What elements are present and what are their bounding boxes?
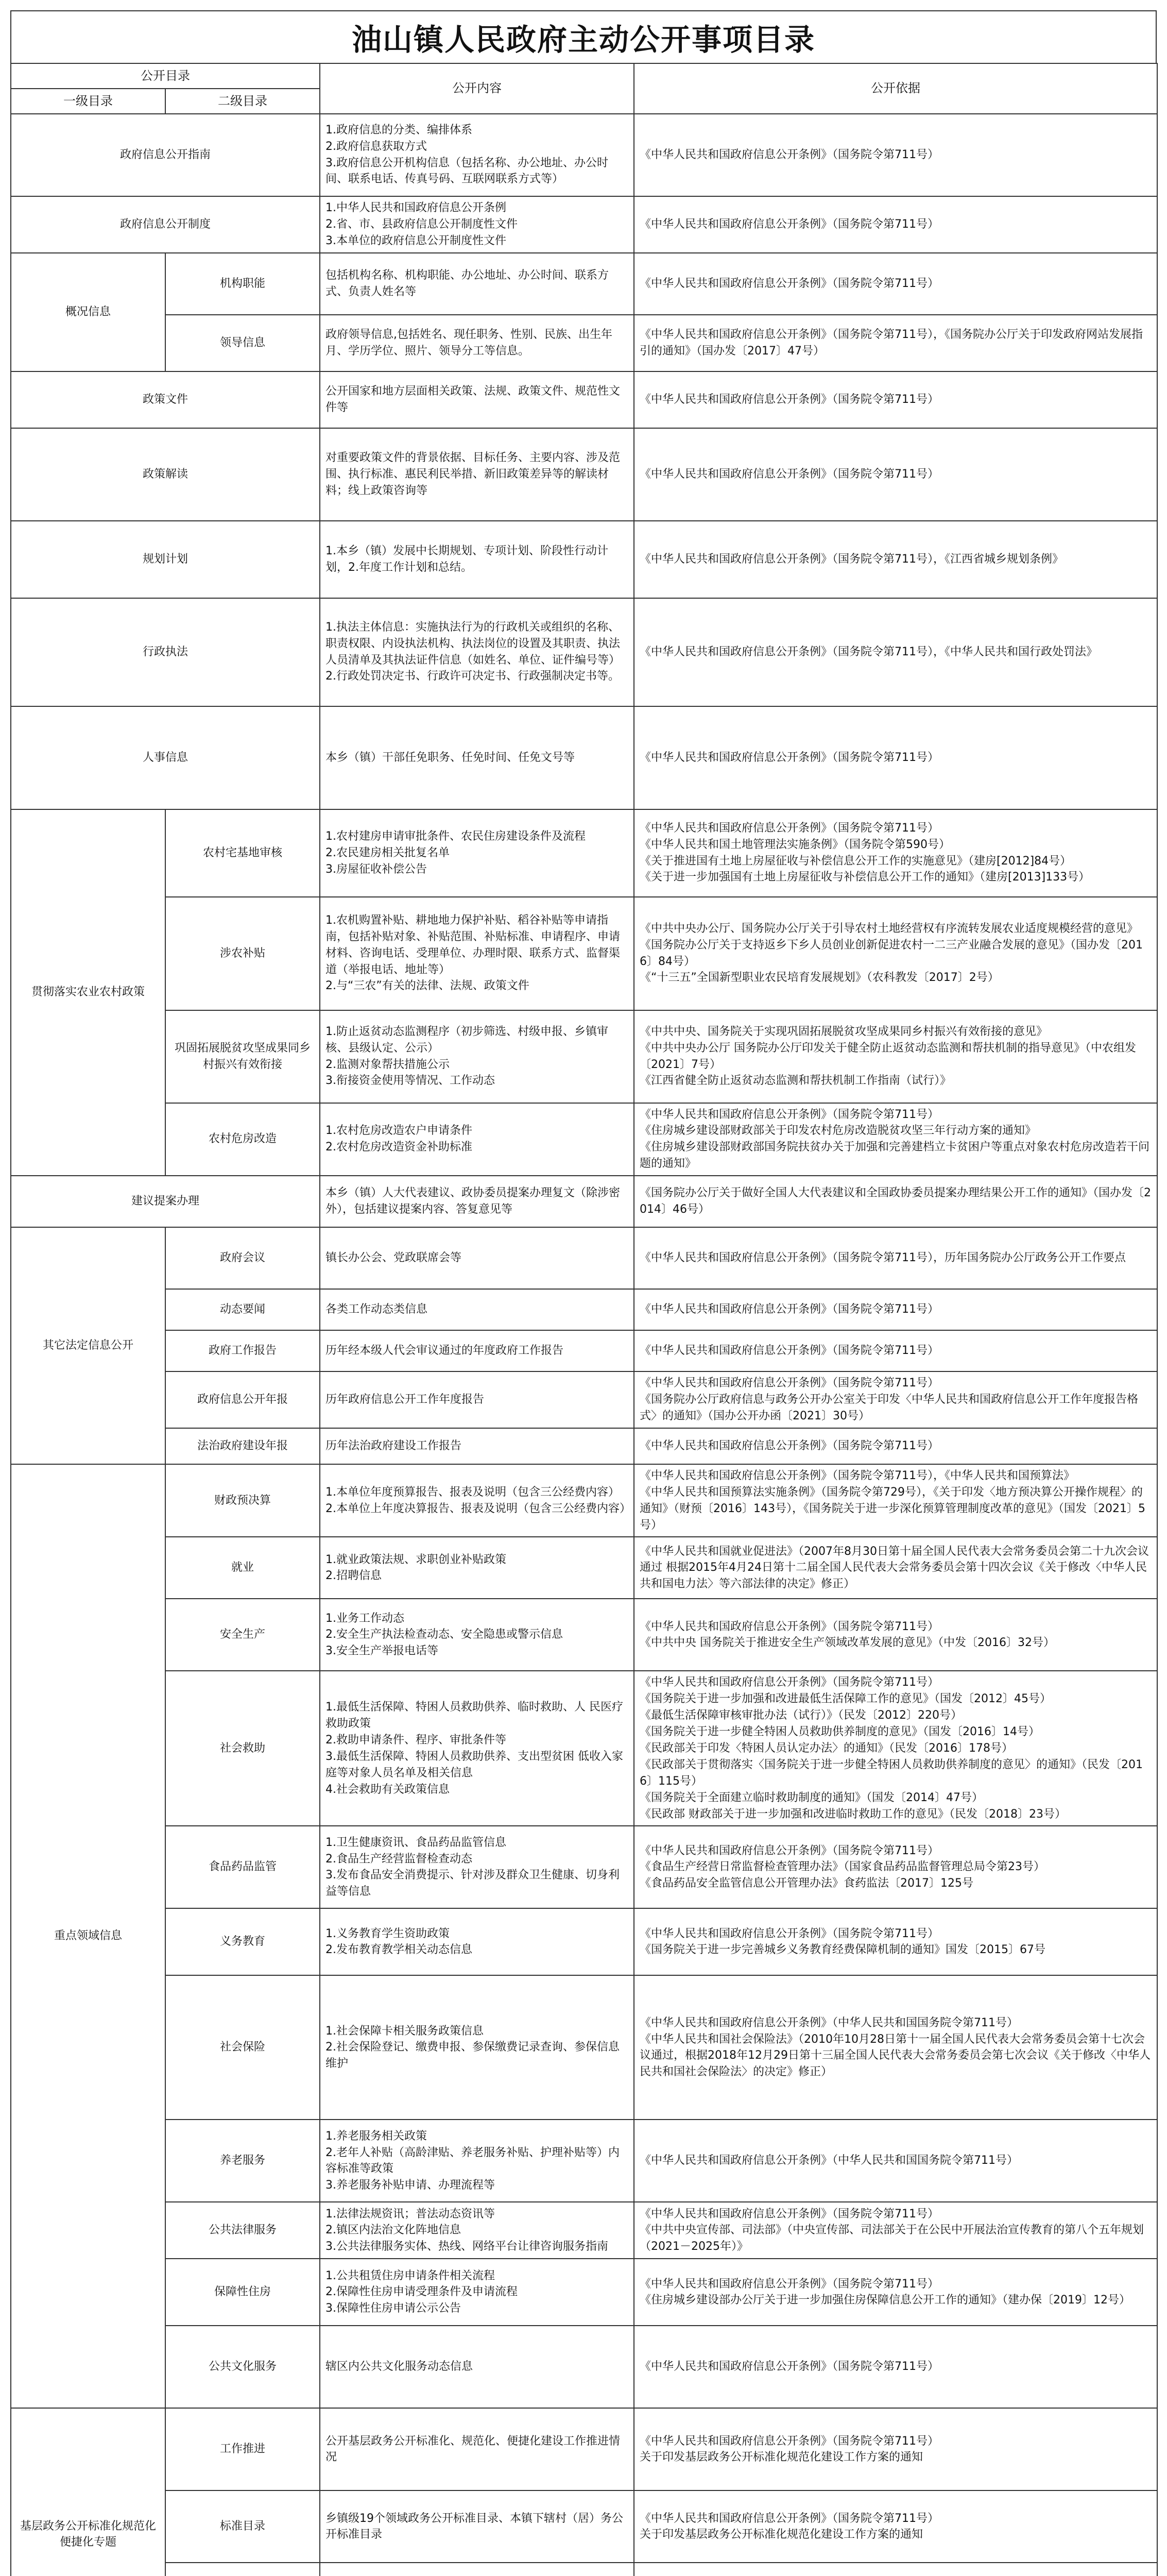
content-line: 1.社会保障卡相关服务政策信息 bbox=[325, 2024, 484, 2038]
basis-line: 《中华人民共和国政府信息公开条例》（国务院令第711号），历年国务院办公厅政务公开工作要点 bbox=[640, 1251, 1126, 1265]
level2-cell: 食品药品监管 bbox=[165, 1826, 320, 1908]
content-cell bbox=[320, 2326, 634, 2408]
basis-line: 《国务院办公厅关于支持返乡下乡人员创业创新促进农村一二三产业融合发展的意见》（国办发〔2016〕84号） bbox=[640, 938, 1143, 968]
content-line: 3.衔接资金使用等情况、工作动态 bbox=[325, 1074, 495, 1088]
content-line: 2.食品生产经营监督检查动态 bbox=[325, 1852, 472, 1866]
content-cell bbox=[320, 428, 634, 521]
content-line: 1.义务教育学生资助政策 bbox=[325, 1927, 450, 1940]
content-cell bbox=[320, 2408, 634, 2490]
content-cell bbox=[320, 1227, 634, 1289]
basis-cell bbox=[634, 2408, 1157, 2490]
basis-line: 《中共中央办公厅 国务院办公厅印发关于健全防止返贫动态监测和帮扶机制的指导意见》（中农组发〔2021〕7号） bbox=[640, 1041, 1136, 1071]
content-line: 3.政府信息公开机构信息（包括名称、办公地址、办公时间、联系电话、传真号码、互联网联系方式等） bbox=[325, 156, 608, 186]
content-line: 3.安全生产举报电话等 bbox=[325, 1645, 438, 1658]
basis-cell bbox=[634, 521, 1157, 598]
content-line: 2.农民建房相关批复名单 bbox=[325, 846, 450, 859]
content-cell bbox=[320, 1371, 634, 1428]
content-cell bbox=[320, 1176, 634, 1227]
catalog-row bbox=[11, 1908, 1157, 1975]
content-cell bbox=[320, 706, 634, 809]
basis-line: 《中共中央 国务院关于推进安全生产领域改革发展的意见》（中发〔2016〕32号） bbox=[640, 1636, 1055, 1650]
content-line: 各类工作动态类信息 bbox=[325, 1303, 428, 1316]
basis-line: 《民政部关于贯彻落实〈国务院关于进一步健全特困人员救助供养制度的意见〉的通知》（民发〔2016〕115号） bbox=[640, 1758, 1143, 1788]
level1-cell: 政府信息公开制度 bbox=[11, 196, 320, 253]
header-content: 公开内容 bbox=[320, 63, 634, 114]
catalog-row bbox=[11, 897, 1157, 1010]
content-line: 3.发布食品安全消费提示、针对涉及群众卫生健康、切身利益等信息 bbox=[325, 1869, 620, 1899]
content-cell bbox=[320, 1330, 634, 1371]
content-line: 1.业务工作动态 bbox=[325, 1612, 404, 1625]
content-line: 1.最低生活保障、特困人员救助供养、临时救助、人 民医疗救助政策 bbox=[325, 1701, 623, 1731]
catalog-row bbox=[11, 114, 1157, 196]
content-cell bbox=[320, 2563, 634, 2576]
level2-cell: 就业 bbox=[165, 1537, 320, 1599]
header-catalog: 公开目录 bbox=[11, 63, 320, 89]
header-level2: 二级目录 bbox=[165, 89, 320, 114]
content-line: 2.老年人补贴（高龄津贴、养老服务补贴、护理补贴等）内容标准等政策 bbox=[325, 2146, 620, 2176]
basis-cell bbox=[634, 1826, 1157, 1908]
content-cell bbox=[320, 2259, 634, 2326]
level2-cell: 保障性住房 bbox=[165, 2259, 320, 2326]
content-line: 2.镇区内法治文化阵地信息 bbox=[325, 2224, 461, 2237]
content-cell bbox=[320, 1908, 634, 1975]
content-line: 2.政府信息获取方式 bbox=[325, 140, 427, 153]
basis-line: 《国务院关于全面建立临时救助制度的通知》（国发〔2014〕47号） bbox=[640, 1791, 983, 1804]
level1-cell: 政策文件 bbox=[11, 371, 320, 428]
basis-line: 《中华人民共和国政府信息公开条例》（国务院令第711号） bbox=[640, 1303, 939, 1316]
catalog-rows bbox=[11, 114, 1157, 2576]
content-line: 3.本单位的政府信息公开制度性文件 bbox=[325, 234, 506, 247]
content-line: 2.与“三农”有关的法律、法规、政策文件 bbox=[325, 979, 529, 993]
basis-line: 《中华人民共和国政府信息公开条例》（国务院令第711号） bbox=[640, 1439, 939, 1452]
content-cell bbox=[320, 1537, 634, 1599]
basis-cell bbox=[634, 1227, 1157, 1289]
basis-line: 《中华人民共和国预算法实施条例》（国务院令第729号），《关于印发〈地方预决算公开操作规程〉的通知》（财预〔2016〕143号），《国务院关于进一步深化预算管理制度改革的意见》（国发〔2021〕5号） bbox=[640, 1485, 1145, 1532]
content-cell bbox=[320, 253, 634, 315]
catalog-row bbox=[11, 428, 1157, 521]
content-line: 1.卫生健康资讯、食品药品监管信息 bbox=[325, 1836, 506, 1849]
content-line: 3.最低生活保障、特困人员救助供养、支出型贫困 低收入家庭等对象人员名单及相关信息 bbox=[325, 1750, 623, 1780]
content-line: 2.保障性住房申请受理条件及申请流程 bbox=[325, 2285, 518, 2299]
content-cell bbox=[320, 1103, 634, 1176]
content-line: 1.政府信息的分类、编排体系 bbox=[325, 123, 472, 137]
content-line: 2.省、市、县政府信息公开制度性文件 bbox=[325, 217, 518, 231]
content-line: 2.监测对象帮扶措施公示 bbox=[325, 1058, 450, 1071]
content-line: 3.房屋征收补偿公告 bbox=[325, 862, 427, 876]
catalog-row bbox=[11, 598, 1157, 706]
basis-cell bbox=[634, 315, 1157, 371]
basis-line: 《中华人民共和国就业促进法》（2007年8月30日第十届全国人民代表大会常务委员会第二十九次会议通过 根据2015年4月24日第十二届全国人民代表大会常务委员会第十四次会议《关于修改〈中华人民共和国电力法〉等六部法律的决定》修正） bbox=[640, 1545, 1149, 1591]
basis-cell bbox=[634, 1289, 1157, 1330]
content-line: 本乡（镇）干部任免职务、任免时间、任免文号等 bbox=[325, 751, 575, 764]
basis-line: 《中华人民共和国政府信息公开条例》（国务院令第711号） bbox=[640, 277, 939, 290]
level2-cell: 标准目录 bbox=[165, 2490, 320, 2563]
basis-cell bbox=[634, 114, 1157, 196]
content-line: 3.养老服务补贴申请、办理流程等 bbox=[325, 2179, 495, 2192]
content-line: 政府领导信息,包括姓名、现任职务、性别、民族、出生年月、学历学位、照片、领导分工等信息。 bbox=[325, 328, 612, 358]
basis-line: 《中华人民共和国政府信息公开条例》（国务院令第711号） bbox=[640, 2207, 939, 2221]
content-cell bbox=[320, 2202, 634, 2259]
basis-cell bbox=[634, 1428, 1157, 1464]
catalog-row bbox=[11, 2326, 1157, 2408]
level2-cell: 动态要闻 bbox=[165, 1289, 320, 1330]
content-cell bbox=[320, 2120, 634, 2202]
basis-line: 《中共中央办公厅、国务院办公厅关于引导农村土地经营权有序流转发展农业适度规模经营的意见》 bbox=[640, 922, 1139, 935]
content-line: 本乡（镇）人大代表建议、政协委员提案办理复文（除涉密外），包括建议提案内容、答复意见等 bbox=[325, 1187, 621, 1216]
content-line: 1.农机购置补贴、耕地地力保护补贴、稻谷补贴等申请指南，包括补贴对象、补贴范围、补贴标准、申请程序、申请材料、咨询电话、受理单位、办理时限、联系方式、监督渠道（举报电话、地址等） bbox=[325, 913, 621, 976]
basis-line: 《中华人民共和国政府信息公开条例》（国务院令第711号） bbox=[640, 821, 939, 835]
level1-cell: 政府信息公开指南 bbox=[11, 114, 320, 196]
basis-cell bbox=[634, 1176, 1157, 1227]
basis-line: 《关于进一步加强国有土地上房屋征收与补偿信息公开工作的通知》（建房[2013]133号） bbox=[640, 871, 1090, 884]
basis-cell bbox=[634, 598, 1157, 706]
content-line: 1.防止返贫动态监测程序（初步筛选、村级申报、乡镇审核、县级认定、公示） bbox=[325, 1025, 608, 1055]
basis-cell bbox=[634, 2563, 1157, 2576]
level2-cell: 工作推进 bbox=[165, 2408, 320, 2490]
content-cell bbox=[320, 1428, 634, 1464]
basis-line: 《中华人民共和国政府信息公开条例》（中华人民共和国国务院令第711号） bbox=[640, 2016, 1018, 2029]
content-line: 1.本乡（镇）发展中长期规划、专项计划、阶段性行动计划，2.年度工作计划和总结。 bbox=[325, 544, 608, 574]
basis-line: 《住房城乡建设部财政部关于印发农村危房改造脱贫攻坚三年行动方案的通知》 bbox=[640, 1124, 1037, 1138]
catalog-row bbox=[11, 196, 1157, 253]
level2-cell: 公共法律服务 bbox=[165, 2202, 320, 2259]
level1-cell: 建议提案办理 bbox=[11, 1176, 320, 1227]
content-line: 2.社会保险登记、缴费申报、参保缴费记录查询、参保信息维护 bbox=[325, 2041, 620, 2071]
basis-cell bbox=[634, 1371, 1157, 1428]
level1-cell: 其它法定信息公开 bbox=[11, 1227, 165, 1464]
basis-cell bbox=[634, 1103, 1157, 1176]
level2-cell: 机构职能 bbox=[165, 253, 320, 315]
basis-line: 《中华人民共和国政府信息公开条例》（国务院令第711号） bbox=[640, 2434, 939, 2448]
level2-cell: 财政预决算 bbox=[165, 1464, 320, 1537]
level1-cell: 政策解读 bbox=[11, 428, 320, 521]
basis-line: 《中华人民共和国土地管理法实施条例》（国务院令第590号） bbox=[640, 838, 950, 851]
catalog-row bbox=[11, 315, 1157, 371]
level2-cell: 政府会议 bbox=[165, 1227, 320, 1289]
catalog-table bbox=[10, 63, 1158, 2576]
catalog-row bbox=[11, 1330, 1157, 1371]
basis-line: 关于印发基层政务公开标准化规范化建设工作方案的通知 bbox=[640, 2451, 923, 2464]
basis-cell bbox=[634, 2490, 1157, 2563]
content-line: 乡镇级19个领域政务公开标准目录、本镇下辖村（居）务公开标准目录 bbox=[325, 2512, 623, 2541]
catalog-row bbox=[11, 1826, 1157, 1908]
level2-cell: 巩固拓展脱贫攻坚成果同乡村振兴有效衔接 bbox=[165, 1010, 320, 1103]
catalog-row bbox=[11, 1464, 1157, 1537]
level2-cell: 养老服务 bbox=[165, 2120, 320, 2202]
level2-cell: 社会救助 bbox=[165, 1671, 320, 1826]
catalog-row bbox=[11, 521, 1157, 598]
content-line: 对重要政策文件的背景依据、目标任务、主要内容、涉及范围、执行标准、惠民利民举措、新旧政策差异等的解读材料；线上政策咨询等 bbox=[325, 451, 621, 497]
basis-line: 《中华人民共和国政府信息公开条例》（国务院令第711号） bbox=[640, 1344, 939, 1358]
content-cell bbox=[320, 809, 634, 897]
basis-line: 《中华人民共和国政府信息公开条例》（国务院令第711号） bbox=[640, 393, 939, 406]
basis-line: 《关于推进国有土地上房屋征收与补偿信息公开工作的实施意见》（建房[2012]84号） bbox=[640, 854, 1072, 868]
basis-line: 《中华人民共和国政府信息公开条例》（中华人民共和国国务院令第711号） bbox=[640, 2154, 1018, 2167]
basis-cell bbox=[634, 2326, 1157, 2408]
level1-cell: 基层政务公开标准化规范化便捷化专题 bbox=[11, 2408, 165, 2576]
level2-cell: 法治政府建设年报 bbox=[165, 1428, 320, 1464]
catalog-row bbox=[11, 253, 1157, 315]
catalog-row bbox=[11, 2259, 1157, 2326]
level2-cell: 社会保险 bbox=[165, 1975, 320, 2120]
level1-cell: 重点领域信息 bbox=[11, 1464, 165, 2409]
content-line: 1.本单位年度预算报告、报表及说明（包含三公经费内容） bbox=[325, 1485, 620, 1499]
catalog-row bbox=[11, 1289, 1157, 1330]
level1-cell: 行政执法 bbox=[11, 598, 320, 706]
basis-line: 《国务院关于进一步加强和改进最低生活保障工作的意见》（国发〔2012〕45号） bbox=[640, 1692, 1051, 1706]
level2-cell: 安全生产 bbox=[165, 1599, 320, 1671]
content-line: 1.公共租赁住房申请条件相关流程 bbox=[325, 2269, 495, 2282]
basis-cell bbox=[634, 897, 1157, 1010]
basis-line: 《中华人民共和国政府信息公开条例》（国务院令第711号） bbox=[640, 2360, 939, 2374]
content-line: 3.保障性住房申请公示公告 bbox=[325, 2302, 461, 2315]
basis-cell bbox=[634, 706, 1157, 809]
header-level1: 一级目录 bbox=[11, 89, 165, 114]
basis-line: 《中华人民共和国政府信息公开条例》（国务院令第711号），《江西省城乡规划条例》 bbox=[640, 552, 1063, 566]
catalog-row bbox=[11, 1176, 1157, 1227]
basis-cell bbox=[634, 1975, 1157, 2120]
basis-cell bbox=[634, 196, 1157, 253]
basis-cell bbox=[634, 1671, 1157, 1826]
level2-cell: 义务教育 bbox=[165, 1908, 320, 1975]
content-line: 历年经本级人代会审议通过的年度政府工作报告 bbox=[325, 1344, 564, 1358]
basis-line: 《中华人民共和国政府信息公开条例》（国务院令第711号） bbox=[640, 1108, 939, 1121]
content-line: 1.养老服务相关政策 bbox=[325, 2129, 427, 2143]
catalog-row bbox=[11, 2202, 1157, 2259]
basis-line: 《国务院关于进一步完善城乡义务教育经费保障机制的通知》国发〔2015〕67号 bbox=[640, 1943, 1045, 1957]
basis-line: 《中华人民共和国政府信息公开条例》（国务院令第711号） bbox=[640, 467, 939, 481]
content-cell bbox=[320, 114, 634, 196]
level2-cell: 农村宅基地审核 bbox=[165, 809, 320, 897]
catalog-row bbox=[11, 706, 1157, 809]
content-cell bbox=[320, 196, 634, 253]
basis-cell bbox=[634, 1908, 1157, 1975]
document-title: 油山镇人民政府主动公开事项目录 bbox=[10, 10, 1157, 63]
catalog-row bbox=[11, 1599, 1157, 1671]
catalog-row bbox=[11, 1010, 1157, 1103]
basis-cell bbox=[634, 1599, 1157, 1671]
content-line: 历年政府信息公开工作年度报告 bbox=[325, 1393, 485, 1406]
content-line: 4.社会救助有关政策信息 bbox=[325, 1783, 450, 1796]
catalog-row bbox=[11, 2120, 1157, 2202]
basis-line: 《中华人民共和国政府信息公开条例》（国务院令第711号），《中华人民共和国行政处罚法》 bbox=[640, 645, 1097, 658]
content-line: 2.招聘信息 bbox=[325, 1569, 382, 1583]
basis-cell bbox=[634, 1330, 1157, 1371]
basis-line: 《最低生活保障审核审批办法（试行）》（民发〔2012〕220号） bbox=[640, 1709, 962, 1722]
catalog-row bbox=[11, 1428, 1157, 1464]
level2-cell: 农村危房改造 bbox=[165, 1103, 320, 1176]
header-basis: 公开依据 bbox=[634, 63, 1157, 114]
catalog-row bbox=[11, 1103, 1157, 1176]
basis-line: 《住房城乡建设部办公厅关于进一步加强住房保障信息公开工作的通知》（建办保〔2019〕12号） bbox=[640, 2294, 1130, 2307]
content-cell bbox=[320, 2490, 634, 2563]
catalog-row bbox=[11, 1671, 1157, 1826]
content-cell bbox=[320, 1975, 634, 2120]
basis-line: 《民政部 财政部关于进一步加强和改进临时救助工作的意见》（民发〔2018〕23号） bbox=[640, 1807, 1066, 1821]
content-line: 1.农村建房申请审批条件、农民住房建设条件及流程 bbox=[325, 829, 586, 843]
basis-line: 《国务院办公厅关于做好全国人大代表建议和全国政协委员提案办理结果公开工作的通知》（国办发〔2014〕46号） bbox=[640, 1187, 1152, 1216]
basis-line: 《住房城乡建设部财政部国务院扶贫办关于加强和完善建档立卡贫困户等重点对象农村危房改造若干问题的通知》 bbox=[640, 1141, 1150, 1171]
basis-cell bbox=[634, 2120, 1157, 2202]
catalog-row bbox=[11, 1371, 1157, 1428]
content-cell bbox=[320, 1599, 634, 1671]
level1-cell: 概况信息 bbox=[11, 253, 165, 371]
content-line: 辖区内公共文化服务动态信息 bbox=[325, 2360, 473, 2374]
basis-line: 《中华人民共和国政府信息公开条例》（国务院令第711号） bbox=[640, 217, 939, 231]
level2-cell: 公共文化服务 bbox=[165, 2326, 320, 2408]
catalog-row bbox=[11, 1975, 1157, 2120]
content-cell bbox=[320, 1464, 634, 1537]
basis-line: 关于印发基层政务公开标准化规范化建设工作方案的通知 bbox=[640, 2528, 923, 2541]
basis-line: 《中华人民共和国政府信息公开条例》（国务院令第711号） bbox=[640, 2512, 939, 2525]
catalog-row bbox=[11, 371, 1157, 428]
content-line: 1.法律法规资讯；普法动态资讯等 bbox=[325, 2207, 495, 2221]
basis-line: 《中华人民共和国政府信息公开条例》（国务院令第711号） bbox=[640, 1844, 939, 1857]
content-line: 3.公共法律服务实体、热线、网络平台让律咨询服务指南 bbox=[325, 2240, 608, 2253]
content-cell bbox=[320, 315, 634, 371]
content-line: 1.就业政策法规、求职创业补贴政策 bbox=[325, 1553, 506, 1566]
basis-cell bbox=[634, 809, 1157, 897]
content-cell bbox=[320, 1010, 634, 1103]
level1-cell: 人事信息 bbox=[11, 706, 320, 809]
content-line: 公开国家和地方层面相关政策、法规、政策文件、规范性文件等 bbox=[325, 384, 621, 414]
content-cell bbox=[320, 521, 634, 598]
basis-line: 《中华人民共和国政府信息公开条例》（国务院令第711号），《国务院办公厅关于印发政府网站发展指引的通知》（国办发〔2017〕47号） bbox=[640, 328, 1143, 358]
basis-line: 《中华人民共和国政府信息公开条例》（国务院令第711号） bbox=[640, 751, 939, 764]
content-line: 1.农村危房改造农户申请条件 bbox=[325, 1124, 472, 1138]
level2-cell bbox=[165, 2563, 320, 2576]
basis-line: 《中华人民共和国政府信息公开条例》（国务院令第711号） bbox=[640, 1377, 939, 1390]
level2-cell: 领导信息 bbox=[165, 315, 320, 371]
content-line: 1.中华人民共和国政府信息公开条例 bbox=[325, 201, 506, 214]
basis-cell bbox=[634, 253, 1157, 315]
content-line: 包括机构名称、机构职能、办公地址、办公时间、联系方式、负责人姓名等 bbox=[325, 268, 609, 298]
basis-line: 《中华人民共和国政府信息公开条例》（国务院令第711号） bbox=[640, 1676, 939, 1689]
content-cell bbox=[320, 371, 634, 428]
content-line: 镇长办公会、党政联席会等 bbox=[325, 1251, 462, 1265]
content-cell bbox=[320, 1826, 634, 1908]
catalog-row bbox=[11, 2563, 1157, 2576]
level2-cell: 涉农补贴 bbox=[165, 897, 320, 1010]
content-line: 2.救助申请条件、程序、审批条件等 bbox=[325, 1734, 506, 1747]
basis-line: 《中共中央、国务院关于实现巩固拓展脱贫攻坚成果同乡村振兴有效衔接的意见》 bbox=[640, 1025, 1048, 1038]
catalog-row bbox=[11, 2490, 1157, 2563]
level1-cell: 贯彻落实农业农村政策 bbox=[11, 809, 165, 1176]
basis-line: 《中华人民共和国政府信息公开条例》（国务院令第711号） bbox=[640, 1927, 939, 1940]
content-line: 2.安全生产执法检查动态、安全隐患或警示信息 bbox=[325, 1628, 563, 1641]
basis-cell bbox=[634, 1010, 1157, 1103]
catalog-row bbox=[11, 2408, 1157, 2490]
catalog-row bbox=[11, 1537, 1157, 1599]
level2-cell: 政府信息公开年报 bbox=[165, 1371, 320, 1428]
basis-line: 《食品药品安全监管信息公开管理办法》食药监法〔2017〕125号 bbox=[640, 1877, 973, 1890]
basis-line: 《中华人民共和国社会保险法》（2010年10月28日第十一届全国人民代表大会常务委员会第十七次会议通过，根据2018年12月29日第十三届全国人民代表大会常务委员会第七次会议《关于修改〈中华人民共和国社会保险法〉的决定》修正） bbox=[640, 2032, 1151, 2079]
basis-line: 《江西省健全防止返贫动态监测和帮扶机制工作指南（试行）》 bbox=[640, 1074, 952, 1088]
content-line: 1.执法主体信息：实施执法行为的行政机关或组织的名称、职责权限、内设执法机构、执法岗位的设置及其职责、执法人员清单及其执法证件信息（如姓名、单位、证件编号等）2.行政处罚决定书、行政许可决定书、行政强制决定书等。 bbox=[325, 620, 621, 683]
content-cell bbox=[320, 897, 634, 1010]
basis-line: 《中华人民共和国政府信息公开条例》（国务院令第711号） bbox=[640, 1620, 939, 1633]
content-cell bbox=[320, 1289, 634, 1330]
basis-cell bbox=[634, 1537, 1157, 1599]
content-line: 公开基层政务公开标准化、规范化、便捷化建设工作推进情况 bbox=[325, 2434, 621, 2464]
basis-line: 《民政部关于印发〈特困人员认定办法〉的通知》（民发〔2016〕178号） bbox=[640, 1741, 1013, 1755]
level1-cell: 规划计划 bbox=[11, 521, 320, 598]
basis-line: 《中共中央宣传部、司法部》（中央宣传部、司法部关于在公民中开展法治宣传教育的第八个五年规划（2021－2025年）》 bbox=[640, 2224, 1144, 2253]
basis-cell bbox=[634, 371, 1157, 428]
basis-line: 《国务院办公厅政府信息与政务公开办公室关于印发〈中华人民共和国政府信息公开工作年度报告格式〉的通知》（国办公开办函〔2021〕30号） bbox=[640, 1393, 1139, 1422]
basis-line: 《食品生产经营日常监督检查管理办法》（国家食品药品监督管理总局令第23号） bbox=[640, 1860, 1045, 1874]
basis-line: 《“十三五”全国新型职业农民培育发展规划》（农科教发〔2017〕2号） bbox=[640, 971, 999, 985]
basis-cell bbox=[634, 1464, 1157, 1537]
basis-line: 《国务院关于进一步健全特困人员救助供养制度的意见》（国发〔2016〕14号） bbox=[640, 1725, 1040, 1739]
content-line: 2.农村危房改造资金补助标准 bbox=[325, 1141, 472, 1154]
content-line: 2.发布教育教学相关动态信息 bbox=[325, 1943, 472, 1957]
basis-line: 《中华人民共和国政府信息公开条例》（国务院令第711号） bbox=[640, 2277, 939, 2291]
content-line: 历年法治政府建设工作报告 bbox=[325, 1439, 462, 1452]
basis-cell bbox=[634, 2259, 1157, 2326]
content-line: 2.本单位上年度决算报告、报表及说明（包含三公经费内容） bbox=[325, 1502, 631, 1515]
level2-cell: 政府工作报告 bbox=[165, 1330, 320, 1371]
basis-cell bbox=[634, 2202, 1157, 2259]
catalog-row bbox=[11, 809, 1157, 897]
content-cell bbox=[320, 598, 634, 706]
basis-cell bbox=[634, 428, 1157, 521]
catalog-row bbox=[11, 1227, 1157, 1289]
basis-line: 《中华人民共和国政府信息公开条例》（国务院令第711号），《中华人民共和国预算法》 bbox=[640, 1469, 1075, 1482]
basis-line: 《中华人民共和国政府信息公开条例》（国务院令第711号） bbox=[640, 148, 939, 161]
content-cell bbox=[320, 1671, 634, 1826]
